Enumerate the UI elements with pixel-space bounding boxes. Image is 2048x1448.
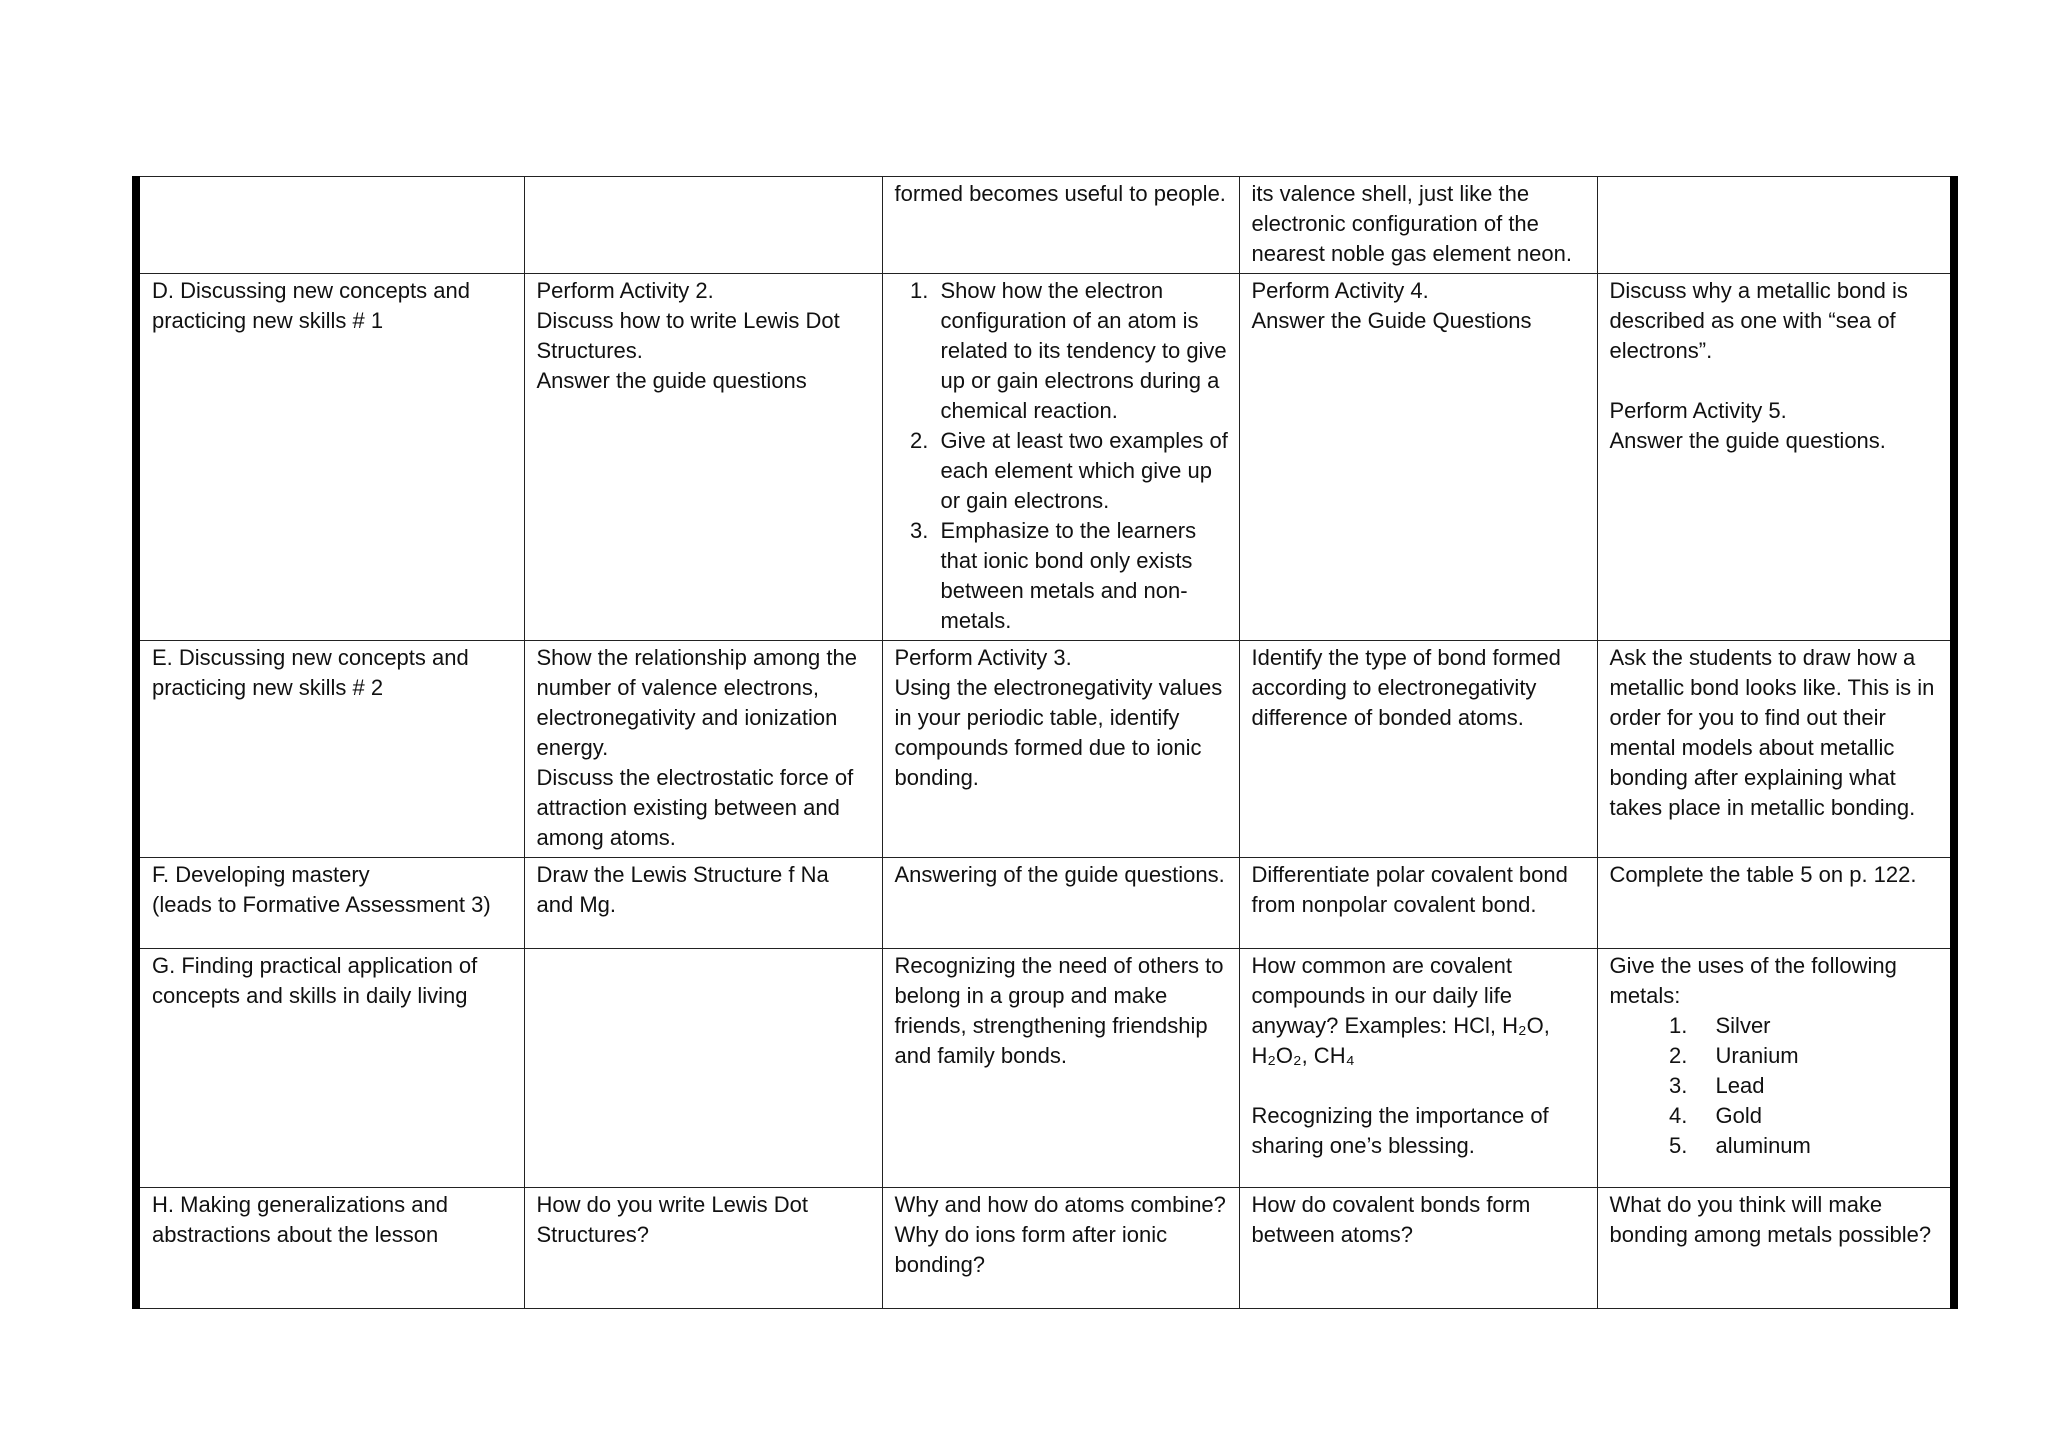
row-label-cell: H. Making generalizations and abstractions about the lesson: [136, 1188, 524, 1309]
table-row: [136, 949, 1954, 1188]
cell-line: Answer the Guide Questions: [1251, 308, 1532, 333]
row-label-cell: D. Discussing new concepts and practicing new skills # 1: [136, 274, 524, 641]
cell-day-2: formed becomes useful to people.: [882, 177, 1239, 274]
table-row: [136, 1188, 1954, 1309]
cell-line: Using the electronegativity values in your periodic table, identify compounds formed due to ionic bonding.: [894, 675, 1223, 790]
cell-paragraph: Discuss why a metallic bond is described as one with “sea of electrons”.: [1609, 278, 1908, 363]
cell-day-3: How do covalent bonds form between atoms?: [1239, 1188, 1597, 1309]
cell-day-3: its valence shell, just like the electronic configuration of the nearest noble gas element neon.: [1239, 177, 1597, 274]
row-label-cell: E. Discussing new concepts and practicing new skills # 2: [136, 641, 524, 858]
cell-day-1: Draw the Lewis Structure f Na and Mg.: [524, 858, 882, 949]
cell-line: (leads to Formative Assessment 3): [152, 892, 491, 917]
cell-paragraph: How common are covalent compounds in our daily life anyway? Examples: HCl, H₂O, H₂O₂, CH₄: [1251, 953, 1550, 1068]
table-row: [136, 177, 1954, 274]
list-item: 1. Show how the electron configuration of an atom is related to its tendency to give up or gain electrons during a chemical reaction.: [935, 276, 1229, 426]
table-row: [136, 858, 1954, 949]
list-item: 3. Emphasize to the learners that ionic bond only exists between metals and non-metals.: [935, 516, 1229, 636]
cell-line: Perform Activity 3.: [894, 645, 1072, 670]
cell-day-2: [882, 274, 1239, 641]
cell-line: Perform Activity 5.: [1609, 398, 1787, 423]
cell-line: Answer the guide questions.: [1609, 428, 1886, 453]
cell-day-2: Recognizing the need of others to belong in a group and make friends, strengthening friendship and family bonds.: [882, 949, 1239, 1188]
cell-day-1: [524, 641, 882, 858]
cell-day-3: [1239, 274, 1597, 641]
cell-line: Perform Activity 4.: [1251, 278, 1429, 303]
cell-line: Why and how do atoms combine?: [894, 1192, 1226, 1217]
cell-day-4: [1597, 949, 1954, 1188]
cell-day-1: How do you write Lewis Dot Structures?: [524, 1188, 882, 1309]
cell-paragraph: Give the uses of the following metals:: [1609, 953, 1897, 1008]
list-item: 1. Silver: [1694, 1011, 1941, 1041]
numbered-list: [895, 276, 1229, 636]
cell-line: Why do ions form after ionic bonding?: [894, 1222, 1168, 1277]
cell-day-1: [524, 949, 882, 1188]
row-label-cell: G. Finding practical application of concepts and skills in daily living: [136, 949, 524, 1188]
list-item: 5. aluminum: [1694, 1131, 1941, 1161]
cell-day-2: Answering of the guide questions.: [882, 858, 1239, 949]
table-row: [136, 274, 1954, 641]
row-label-cell: [136, 858, 524, 949]
cell-day-2: [882, 1188, 1239, 1309]
row-label-cell: [136, 177, 524, 274]
cell-day-3: Identify the type of bond formed according to electronegativity difference of bonded atoms.: [1239, 641, 1597, 858]
list-item: 2. Uranium: [1694, 1041, 1941, 1071]
list-item: 3. Lead: [1694, 1071, 1941, 1101]
lesson-plan-table: [132, 176, 1958, 1309]
cell-day-3: [1239, 949, 1597, 1188]
numbered-list: [1610, 1011, 1941, 1161]
cell-day-2: [882, 641, 1239, 858]
cell-paragraph: Recognizing the importance of sharing one’s blessing.: [1251, 1103, 1549, 1158]
cell-day-4: Ask the students to draw how a metallic bond looks like. This is in order for you to find out their mental models about metallic bonding after explaining what takes place in metallic bonding.: [1597, 641, 1954, 858]
cell-line: Perform Activity 2.: [536, 278, 714, 303]
cell-line: Discuss how to write Lewis Dot Structures.: [536, 308, 840, 363]
cell-day-4: [1597, 177, 1954, 274]
cell-day-4: Complete the table 5 on p. 122.: [1597, 858, 1954, 949]
cell-line: F. Developing mastery: [152, 862, 370, 887]
cell-day-1: [524, 274, 882, 641]
cell-line: Discuss the electrostatic force of attraction existing between and among atoms.: [536, 765, 854, 850]
list-item: 2. Give at least two examples of each element which give up or gain electrons.: [935, 426, 1229, 516]
cell-day-1: [524, 177, 882, 274]
table-row: [136, 641, 1954, 858]
cell-day-4: [1597, 274, 1954, 641]
cell-day-3: Differentiate polar covalent bond from nonpolar covalent bond.: [1239, 858, 1597, 949]
cell-line: Answer the guide questions: [536, 368, 807, 393]
list-item: 4. Gold: [1694, 1101, 1941, 1131]
cell-day-4: What do you think will make bonding among metals possible?: [1597, 1188, 1954, 1309]
cell-line: Show the relationship among the number of valence electrons, electronegativity and ionization energy.: [536, 645, 857, 760]
